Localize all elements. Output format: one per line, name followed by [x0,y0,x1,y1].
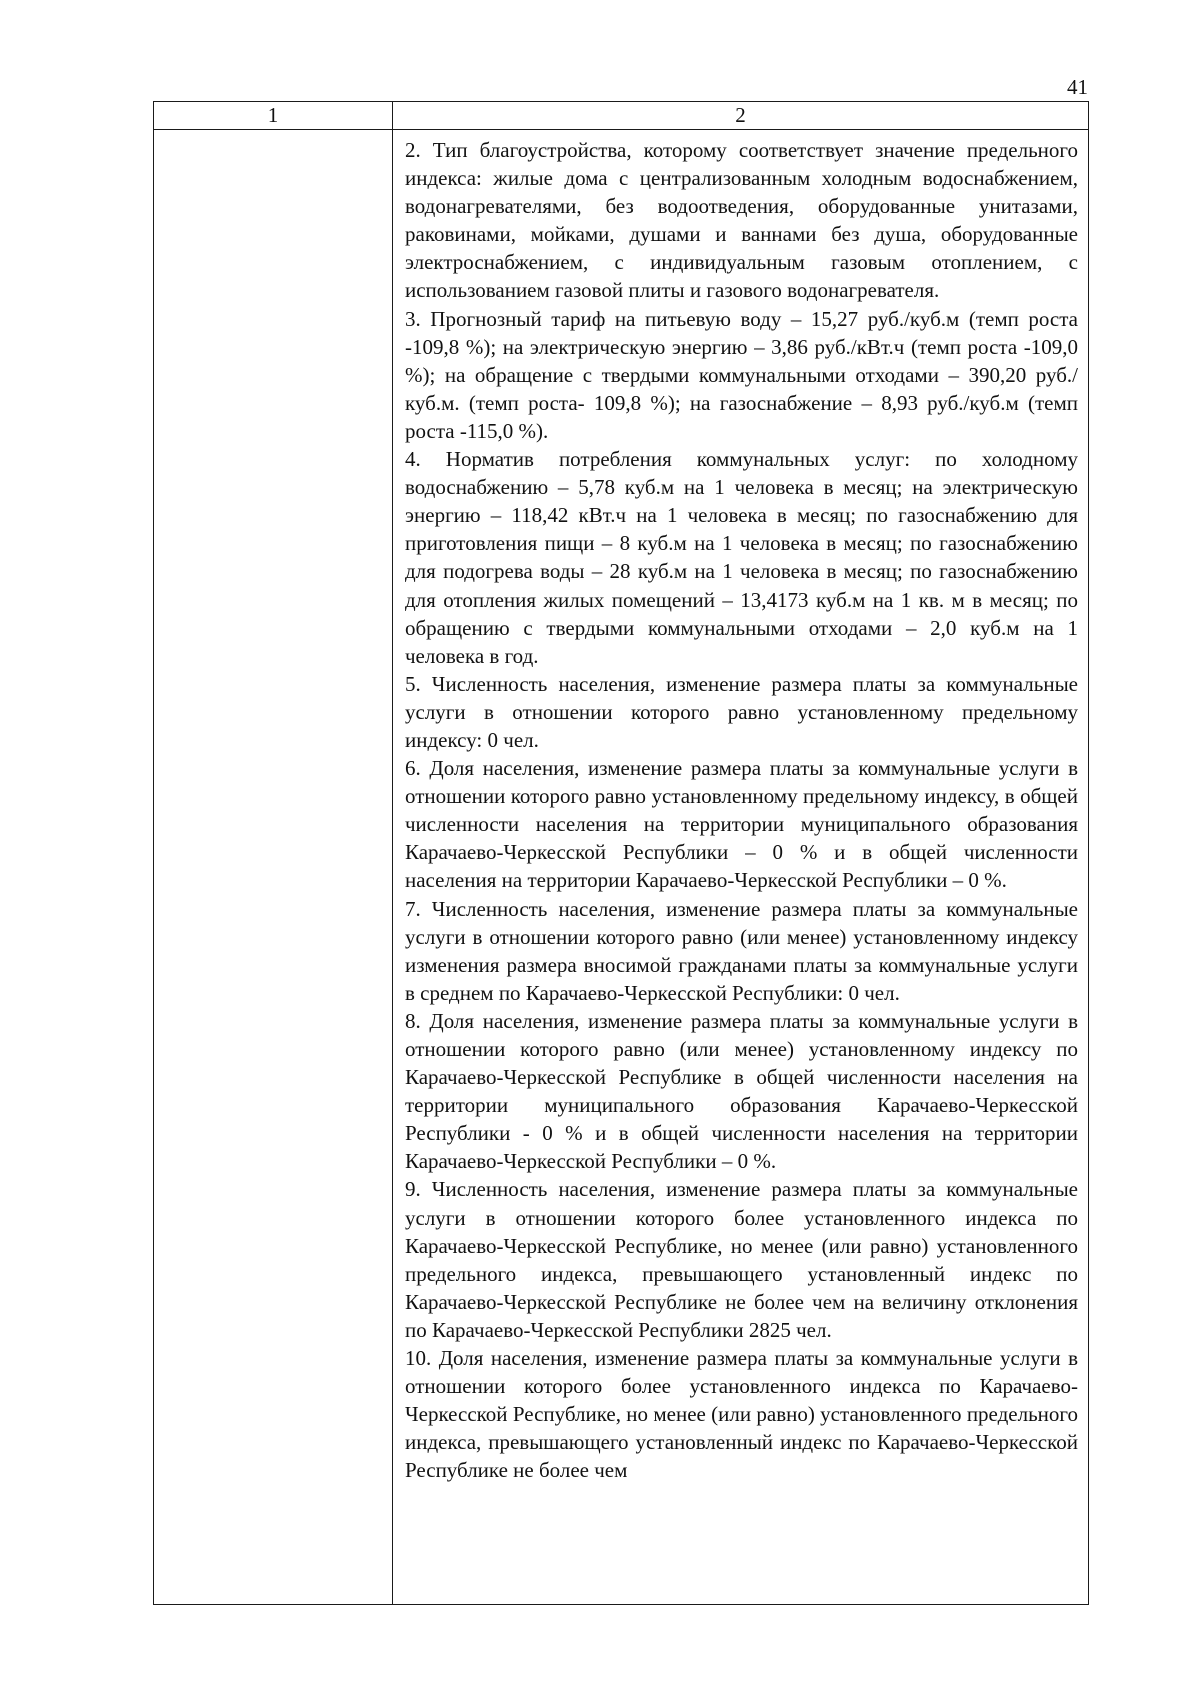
page-number: 41 [1067,75,1088,99]
column-header-1: 1 [154,102,393,130]
column-1-cell [154,130,393,1605]
paragraph-8: 8. Доля населения, изменение размера платы за коммунальные услуги в отношении которого равно (или менее) установленному индексу по Карачаево-Черкесской Республике в общей численности населения на территории муниципального образования Карачаево-Черкесской Республики - 0 % и в общей численности населения на территории Карачаево-Черкесской Республики – 0 %. [405,1008,1078,1174]
paragraph-7: 7. Численность населения, изменение размера платы за коммунальные услуги в отношении которого равно (или менее) установленному индексу изменения размера вносимой гражданами платы за коммунальные услуги в среднем по Карачаево-Черкесской Республики: 0 чел. [405,896,1078,1005]
paragraph-6: 6. Доля населения, изменение размера платы за коммунальные услуги в отношении которого равно установленному предельному индексу, в общей численности населения на территории муниципального образования Карачаево-Черкесской Республики – 0 % и в общей численности населения на территории Карачаево-Черкесской Республики – 0 %. [405,756,1078,893]
table-header-row [154,102,1089,130]
column-header-2: 2 [393,102,1089,130]
paragraph-10: 10. Доля населения, изменение размера платы за коммунальные услуги в отношении которого более установленного индекса по Карачаево-Черкесской Республике, но менее (или равно) установленного предельного индекса, превышающего установленный индекс по Карачаево-Черкесской Республике не более чем [405,1346,1078,1483]
document-table [153,101,1089,1605]
paragraph-2: 2. Тип благоустройства, которому соответствует значение предельного индекса: жилые дома с централизованным холодным водоснабжением, водонагревателями, без водоотведения, оборудованные унитазами, раковинами, мойками, душами и ваннами без душа, оборудованные электроснабжением, с индивидуальным газовым отоплением, с использованием газовой плиты и газового водонагревателя. [405,138,1078,303]
paragraph-5: 5. Численность населения, изменение размера платы за коммунальные услуги в отношении которого равно установленному предельному индексу: 0 чел. [405,671,1078,752]
column-2-cell [393,130,1089,1605]
table-row [154,130,1089,1605]
paragraph-3: 3. Прогнозный тариф на питьевую воду – 15,27 руб./куб.м (темп роста -109,8 %); на электрическую энергию – 3,86 руб./кВт.ч (темп роста -109,0 %); на обращение с твердыми коммунальными отходами – 390,20 руб./куб.м. (темп роста- 109,8 %); на газоснабжение – 8,93 руб./куб.м (темп роста -115,0 %). [405,306,1078,443]
paragraph-4: 4. Норматив потребления коммунальных услуг: по холодному водоснабжению – 5,78 куб.м на 1 человека в месяц; на электрическую энергию – 118,42 кВт.ч на 1 человека в месяц; по газоснабжению для приготовления пищи – 8 куб.м на 1 человека в месяц; по газоснабжению для подогрева воды – 28 куб.м на 1 человека в месяц; по газоснабжению для отопления жилых помещений – 13,4173 куб.м на 1 кв. м в месяц; по обращению с твердыми коммунальными отходами – 2,0 куб.м на 1 человека в год. [405,447,1078,668]
paragraph-9: 9. Численность населения, изменение размера платы за коммунальные услуги в отношении которого более установленного индекса по Карачаево-Черкесской Республике, но менее (или равно) установленного предельного индекса, превышающего установленный индекс по Карачаево-Черкесской Республике не более чем на величину отклонения по Карачаево-Черкесской Республики 2825 чел. [405,1177,1078,1342]
cell-text-block [393,130,1088,1485]
